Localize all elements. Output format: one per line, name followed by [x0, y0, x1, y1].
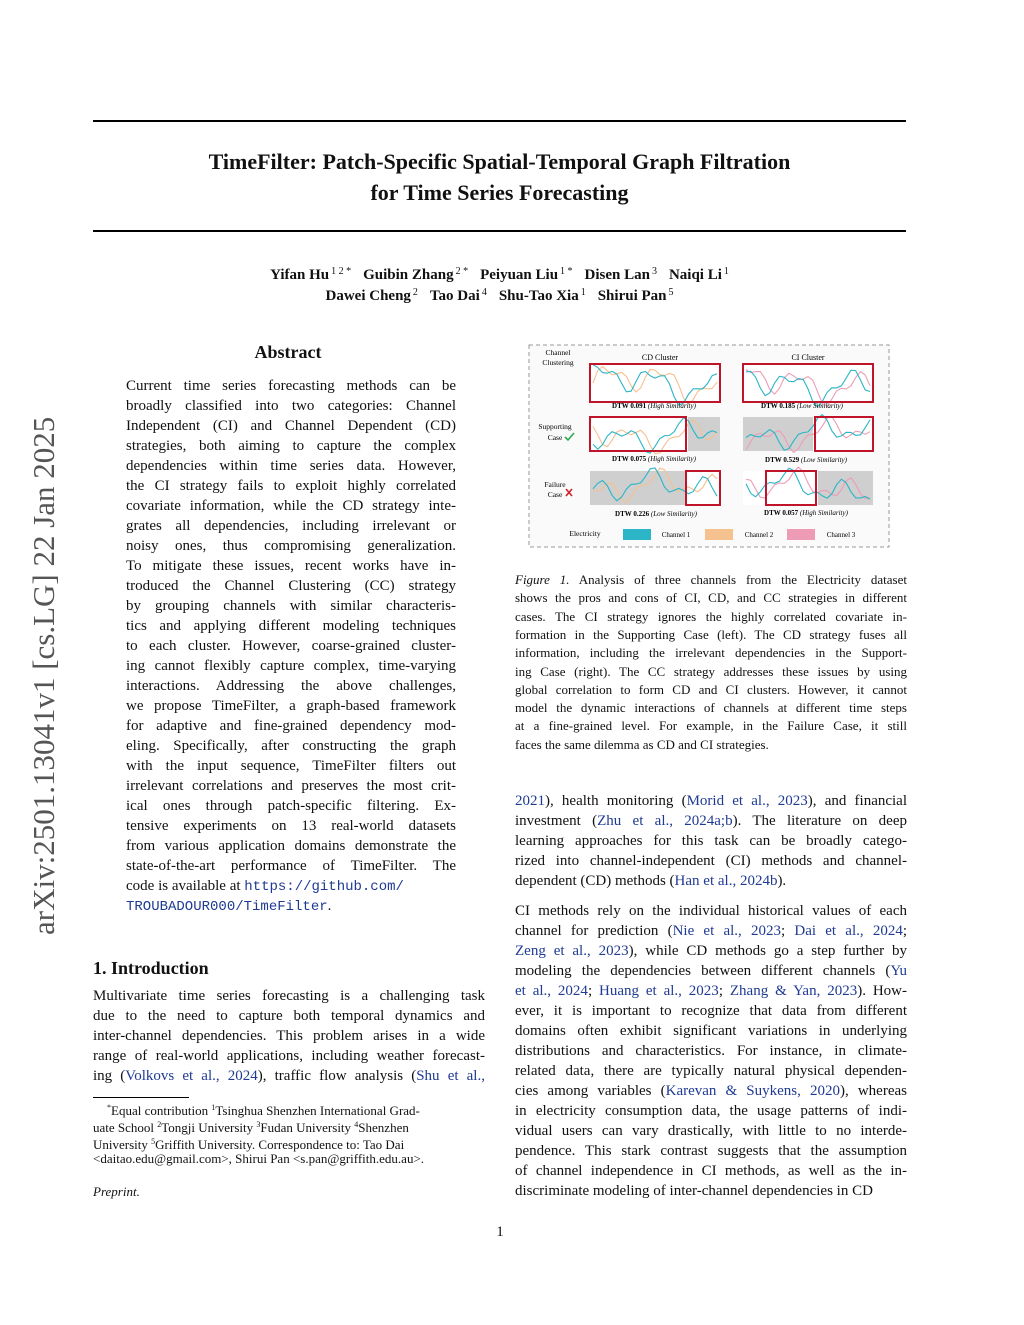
- body-text: ), while CD methods go a step further by: [628, 943, 907, 959]
- fn-text: Tsinghua Shenzhen International Grad-: [215, 1103, 420, 1118]
- abstract-heading: Abstract: [254, 342, 322, 362]
- body-text: of channel independence in CI methods, as well as the in-: [515, 1163, 907, 1179]
- intro-line: Multivariate time series forecasting is a challenging task: [93, 988, 485, 1004]
- body-text: domains often exhibit significant variations in underlying: [515, 1023, 907, 1039]
- citation-link[interactable]: Zeng et al., 2023: [515, 943, 629, 959]
- author-name: Naiqi Li: [668, 267, 722, 283]
- body-line: [515, 1001, 907, 1021]
- arxiv-identifier: arXiv:2501.13041v1 [cs.LG] 22 Jan 2025: [26, 416, 61, 935]
- author: [270, 267, 351, 283]
- preprint-label: Preprint.: [93, 1184, 140, 1199]
- legend-label-channel-1: Channel 1: [661, 531, 691, 539]
- fn-sup: 2: [157, 1120, 162, 1129]
- body-line: [515, 871, 907, 891]
- author: [598, 288, 674, 304]
- body-line: [515, 1041, 907, 1061]
- body-line: [515, 791, 907, 811]
- title-line-1: TimeFilter: Patch-Specific Spatial-Temporal Graph Filtration: [208, 149, 791, 174]
- body-line: [515, 1061, 907, 1081]
- author: [499, 288, 586, 304]
- citation-link[interactable]: et al., 2024: [515, 983, 588, 999]
- abstract-line: troduced the Channel Clustering (CC) strategy: [126, 578, 456, 594]
- body-line: [515, 961, 907, 981]
- fn-text: Fudan University: [260, 1120, 355, 1135]
- caption-label: Figure 1.: [515, 572, 570, 587]
- body-line: [515, 1181, 907, 1201]
- dtw-label-2: DTW 0.185 (Low Similarity): [761, 402, 843, 410]
- abstract-line: To mitigate these issues, recent works have in-: [126, 558, 456, 574]
- citation-link[interactable]: Shu et al.,: [416, 1068, 485, 1084]
- dtw-label-4: DTW 0.529 (Low Similarity): [765, 456, 847, 464]
- author-name: Shirui Pan: [597, 288, 667, 304]
- body-text: ). How-: [857, 983, 908, 999]
- body-text: modeling the dependencies between different channels (: [515, 963, 891, 979]
- caption-line: global correlation to form CD and CI clusters. However, it cannot: [515, 681, 907, 697]
- col-title-cd-cluster: CD Cluster: [641, 353, 679, 362]
- fn-text: Griffith University. Correspondence to: Tao Dai: [155, 1137, 405, 1152]
- intro-line: [93, 1066, 485, 1086]
- abstract-line: strategies, both aiming to capture the complex: [126, 438, 456, 454]
- author-affiliation: 1 *: [560, 266, 573, 277]
- abstract-line: ing cannot flexibly capture complex, time-varying: [126, 658, 456, 674]
- body-text: ).: [777, 873, 787, 889]
- body-text: ), and financial: [807, 793, 908, 809]
- intro-line: range of real-world applications, including weather forecast-: [93, 1048, 485, 1064]
- author-name: Peiyuan Liu: [480, 267, 559, 283]
- body-line: [515, 941, 907, 961]
- fn-sup: *: [107, 1103, 111, 1112]
- body-line: [515, 1121, 907, 1141]
- legend-swatch-channel-1: [623, 529, 651, 540]
- citation-link[interactable]: Nie et al., 2023: [672, 923, 781, 939]
- body-line: [515, 1101, 907, 1121]
- body-text: ). The literature on deep: [732, 813, 907, 829]
- caption-line: [515, 571, 907, 589]
- body-text: ;: [718, 983, 730, 999]
- author-affiliation: 1 2 *: [331, 266, 352, 277]
- caption-line: formation in the Supporting Case (left). The CD strategy fuses all: [515, 626, 907, 642]
- author-affiliation: 3: [651, 266, 657, 277]
- author-list-row-2: [93, 287, 906, 305]
- row-label-clustering: Clustering: [542, 358, 574, 367]
- legend-title-electricity: Electricity: [569, 529, 601, 538]
- body-text: ), health monitoring (: [545, 793, 687, 809]
- abstract-line: noisy ones, thus compromising generalization.: [126, 538, 456, 554]
- citation-link[interactable]: Morid et al., 2023: [686, 793, 808, 809]
- body-line: [515, 1161, 907, 1181]
- intro-line: inter-channel dependencies. This problem arises in a wide: [93, 1028, 485, 1044]
- author-list-row-1: [93, 266, 906, 284]
- dtw-label-5: DTW 0.226 (Low Similarity): [615, 510, 697, 518]
- body-line: [515, 831, 907, 851]
- author-name: Dawei Cheng: [325, 288, 411, 304]
- citation-link[interactable]: Zhu et al., 2024a;b: [597, 813, 733, 829]
- author-affiliation: 5: [668, 287, 674, 298]
- abstract-line: the CI strategy fails to exploit highly correlated: [126, 478, 456, 494]
- author-affiliation: 1: [723, 266, 729, 277]
- abstract-line: irrelevant correlations and preserves the most crit-: [126, 778, 456, 794]
- legend-swatch-channel-2: [705, 529, 733, 540]
- dtw-label-3: DTW 0.075 (High Similarity): [612, 455, 696, 463]
- abstract-line: we propose TimeFilter, a graph-based framework: [126, 698, 456, 714]
- body-text: related data, there are typically natural physical dependen-: [515, 1063, 907, 1079]
- col-title-ci-cluster: CI Cluster: [791, 353, 825, 362]
- fn-sup: 5: [151, 1137, 156, 1146]
- intro-text: ), traffic flow analysis (: [257, 1068, 417, 1084]
- body-text: ;: [902, 923, 907, 939]
- body-line: [515, 1021, 907, 1041]
- caption-line: ing Case (right). The CC strategy addresses these issues by using: [515, 663, 907, 679]
- citation-link[interactable]: Han et al., 2024b: [674, 873, 778, 889]
- body-line: [515, 851, 907, 871]
- abstract-code-line: [126, 876, 456, 897]
- abstract-text: .: [327, 898, 332, 914]
- legend-label-channel-2: Channel 2: [744, 531, 774, 539]
- body-line: [515, 921, 907, 941]
- abstract-line: interactions. Addressing the above challenges,: [126, 678, 456, 694]
- body-text: cies among variables (: [515, 1083, 666, 1099]
- title-bottom-rule: [93, 230, 906, 232]
- fn-text: Tongji University: [161, 1120, 257, 1135]
- author: [363, 267, 468, 283]
- abstract-line: from various application domains demonstrate the: [126, 838, 456, 854]
- body-line: [515, 811, 907, 831]
- row-label-failure: Failure: [544, 480, 566, 489]
- caption-text: Analysis of three channels from the Electricity dataset: [569, 572, 907, 587]
- citation-link[interactable]: Dai et al., 2024: [794, 923, 903, 939]
- abstract-line: Current time series forecasting methods can be: [126, 378, 456, 394]
- caption-line: at a fine-grained level. For example, in the Failure Case, it still: [515, 718, 907, 734]
- code-link[interactable]: https://github.com/: [244, 879, 404, 895]
- abstract-line: tics and applying different modeling techniques: [126, 618, 456, 634]
- fn-sup: 1: [211, 1103, 216, 1112]
- caption-line: information, including the irrelevant dependencies in the Support-: [515, 645, 907, 661]
- abstract-code-line: [126, 896, 456, 917]
- legend-swatch-channel-3: [787, 529, 815, 540]
- body-line: [515, 901, 907, 921]
- citation-link[interactable]: 2021: [515, 793, 545, 809]
- author: [669, 267, 729, 283]
- paper-title: [93, 146, 906, 208]
- body-text: in electricity consumption data, the usage patterns of indi-: [515, 1103, 907, 1119]
- abstract-line: with the input sequence, TimeFilter filters out: [126, 758, 456, 774]
- legend-label-channel-3: Channel 3: [826, 531, 856, 539]
- fn-text: <daitao.edu@gmail.com>, Shirui Pan <s.pan@griffith.edu.au>.: [93, 1151, 425, 1166]
- body-text: channel for prediction (: [515, 923, 673, 939]
- author-name: Disen Lan: [584, 267, 650, 283]
- author: [430, 288, 487, 304]
- author-affiliation: 2: [412, 287, 418, 298]
- intro-text: ing (: [93, 1068, 126, 1084]
- dtw-label-1: DTW 0.091 (High Similarity): [612, 402, 696, 410]
- fn-sup: 4: [354, 1120, 359, 1129]
- panel-shaded-region: [743, 417, 813, 451]
- abstract-line: tensive experiments on 13 real-world datasets: [126, 818, 456, 834]
- row-label-supporting: Supporting: [538, 422, 572, 431]
- body-text: ever, it is important to recognize that data from different: [515, 1003, 907, 1019]
- body-text: discriminate modeling of inter-channel dependencies in CD: [515, 1183, 873, 1199]
- abstract-line: by grouping channels with similar characteris-: [126, 598, 456, 614]
- author-name: Shu-Tao Xia: [498, 288, 579, 304]
- fn-text: uate School: [93, 1120, 158, 1135]
- body-text: ;: [781, 923, 795, 939]
- citation-link[interactable]: Zhang & Yan, 2023: [729, 983, 858, 999]
- author-name: Tao Dai: [429, 288, 480, 304]
- fn-sup: 3: [256, 1120, 261, 1129]
- caption-line: cases. The CI strategy ignores the highly correlated covariate in-: [515, 608, 907, 624]
- abstract-line: covariate information, while the CD strategy inte-: [126, 498, 456, 514]
- author: [326, 288, 418, 304]
- abstract-line: Independent (CI) and Channel Dependent (CD): [126, 418, 456, 434]
- citation-link[interactable]: Volkovs et al., 2024: [125, 1068, 258, 1084]
- intro-line: due to the need to capture both temporal dynamics and: [93, 1008, 485, 1024]
- row-label-case-2: Case: [547, 490, 563, 499]
- citation-link[interactable]: Karevan & Suykens, 2020: [665, 1083, 840, 1099]
- body-text: distributions and characteristics. For instance, in climate-: [515, 1043, 907, 1059]
- abstract-line: state-of-the-art performance of TimeFilter. The: [126, 858, 456, 874]
- body-line: [515, 1081, 907, 1101]
- body-text: CI methods rely on the individual historical values of each: [515, 903, 907, 919]
- body-text: ;: [587, 983, 599, 999]
- body-line: [515, 981, 907, 1001]
- body-text: ), whereas: [840, 1083, 907, 1099]
- row-label-case-1: Case: [547, 433, 563, 442]
- body-text: investment (: [515, 813, 598, 829]
- fn-text: University: [93, 1137, 152, 1152]
- caption-line: model the dynamic interactions of channels at different time steps: [515, 700, 907, 716]
- caption-line: faces the same dilemma as CD and CI strategies.: [515, 736, 769, 752]
- panel-background: [743, 364, 873, 402]
- abstract-line: broadly classified into two categories: Channel: [126, 398, 456, 414]
- figure-1-illustration: [528, 344, 890, 548]
- citation-link[interactable]: Huang et al., 2023: [599, 983, 719, 999]
- author-name: Guibin Zhang: [363, 267, 454, 283]
- footnote-line-4: [93, 1151, 485, 1167]
- author-affiliation: 4: [481, 287, 487, 298]
- body-text: rized into channel-independent (CI) methods and channel-: [515, 853, 907, 869]
- page-number: 1: [496, 1224, 504, 1240]
- code-link[interactable]: TROUBADOUR000/TimeFilter: [126, 899, 328, 915]
- footnote-rule: [93, 1097, 189, 1098]
- abstract-line: to each cluster. However, coarse-grained cluster-: [126, 638, 456, 654]
- author: [585, 267, 657, 283]
- body-text: vidual users can vary drastically, with little to no interde-: [515, 1123, 907, 1139]
- author-affiliation: 2 *: [455, 266, 469, 277]
- abstract-line: ical ones through patch-specific filtering. Ex-: [126, 798, 456, 814]
- panel-shaded-region: [818, 471, 873, 505]
- body-text: learning approaches for this task can be broadly catego-: [515, 833, 907, 849]
- abstract-text: code is available at: [126, 878, 245, 894]
- abstract-line: dependencies within time series data. However,: [126, 458, 456, 474]
- abstract-line: for adaptive and fine-grained dependency mod-: [126, 718, 456, 734]
- title-line-2: for Time Series Forecasting: [370, 180, 629, 205]
- caption-line: shows the pros and cons of CI, CD, and CC strategies in different: [515, 590, 907, 606]
- citation-link[interactable]: Yu: [890, 963, 907, 979]
- body-text: dependent (CD) methods (: [515, 873, 675, 889]
- fn-text: Shenzhen: [358, 1120, 409, 1135]
- author: [480, 267, 572, 283]
- fn-text: Equal contribution: [111, 1103, 212, 1118]
- row-label-channel: Channel: [545, 348, 571, 357]
- body-text: pendence. This stark contrast suggests that the assumption: [515, 1143, 907, 1159]
- body-line: [515, 1141, 907, 1161]
- dtw-label-6: DTW 0.057 (High Similarity): [764, 509, 848, 517]
- author-affiliation: 1: [580, 287, 586, 298]
- abstract-line: eling. Specifically, after constructing the graph: [126, 738, 456, 754]
- abstract-line: grates all dependencies, including irrelevant or: [126, 518, 456, 534]
- introduction-heading: 1. Introduction: [93, 958, 209, 978]
- author-name: Yifan Hu: [270, 267, 330, 283]
- top-rule: [93, 120, 906, 122]
